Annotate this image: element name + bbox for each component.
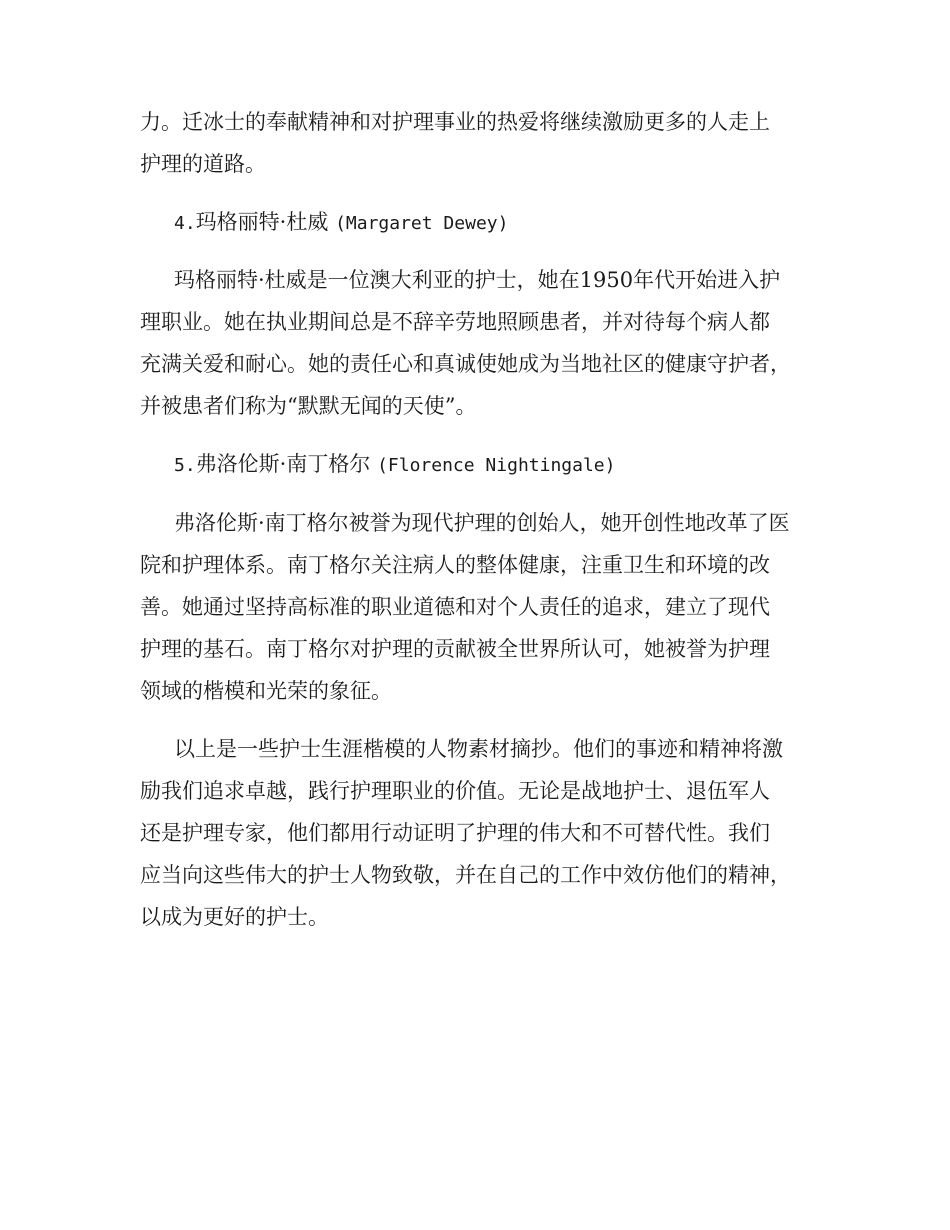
heading-english-name: (Margaret Dewey) (335, 213, 509, 234)
paragraph-line: 以成为更好的护士。 (140, 905, 329, 929)
paragraph-line: 励我们追求卓越，践行护理职业的价值。无论是战地护士、退伍军人 (140, 779, 770, 803)
paragraph-line: 院和护理体系。南丁格尔关注病人的整体健康，注重卫生和环境的改 (140, 553, 770, 577)
heading-name: 玛格丽特·杜威 (195, 210, 329, 234)
paragraph-line: 玛格丽特·杜威是一位澳大利亚的护士，她在1950年代开始进入护 (174, 268, 781, 292)
paragraph-line: 还是护理专家，他们都用行动证明了护理的伟大和不可替代性。我们 (140, 821, 770, 845)
paragraph-line: 善。她通过坚持高标准的职业道德和对个人责任的追求，建立了现代 (140, 595, 770, 619)
paragraph-line: 弗洛伦斯·南丁格尔被誉为现代护理的创始人，她开创性地改革了医 (174, 511, 790, 535)
paragraph-line: 力。迁冰士的奉献精神和对护理事业的热爱将继续激励更多的人走上 (140, 110, 770, 134)
heading-english-name: (Florence Nightingale) (377, 455, 616, 476)
paragraph-line: 并被患者们称为“默默无闻的天使”。 (140, 394, 477, 418)
heading-number: 5. (174, 455, 196, 476)
paragraph-line: 应当向这些伟大的护士人物致敬，并在自己的工作中效仿他们的精神， (140, 863, 791, 887)
paragraph-line: 以上是一些护士生涯楷模的人物素材摘抄。他们的事迹和精神将激 (174, 737, 783, 761)
paragraph-line: 充满关爱和耐心。她的责任心和真诚使她成为当地社区的健康守护者， (140, 352, 791, 376)
heading-number: 4. (174, 213, 196, 234)
paragraph-line: 护理的道路。 (140, 152, 266, 176)
paragraph-line: 理职业。她在执业期间总是不辞辛劳地照顾患者，并对待每个病人都 (140, 310, 770, 334)
section-heading-5 (174, 447, 874, 481)
paragraph-line: 领域的楷模和光荣的象征。 (140, 679, 392, 703)
section-heading-4 (174, 205, 874, 239)
heading-name: 弗洛伦斯·南丁格尔 (195, 452, 371, 476)
paragraph-line: 护理的基石。南丁格尔对护理的贡献被全世界所认可，她被誉为护理 (140, 637, 770, 661)
